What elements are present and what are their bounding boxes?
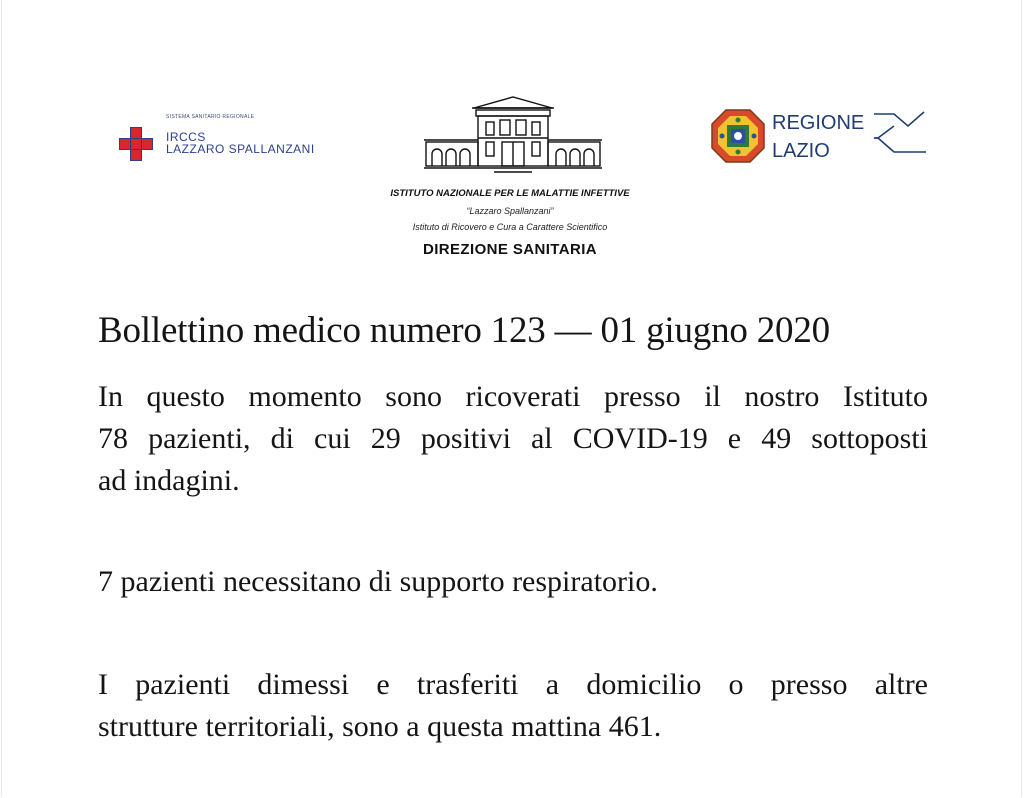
logo-caption: SISTEMA SANITARIO REGIONALE (166, 114, 255, 120)
paragraph-line: ad indagini. (98, 464, 240, 497)
institute-building-emblem (424, 94, 602, 176)
paragraph-respiratory-support (98, 561, 928, 603)
paragraph-admissions (98, 376, 928, 502)
paragraph-line: 78 pazienti, di cui 29 positivi al COVID-19 e 49 sottoposti (98, 422, 928, 455)
logo-line-name: LAZZARO SPALLANZANI (166, 142, 315, 156)
institute-name: ISTITUTO NAZIONALE PER LE MALATTIE INFETTIVE (390, 188, 630, 199)
paragraph-line: strutture territoriali, sono a questa mattina 461. (98, 710, 662, 743)
paragraph-discharged (98, 664, 928, 748)
bulletin-title: Bollettino medico numero 123 — 01 giugno 2020 (98, 310, 830, 351)
paragraph-line: 7 pazienti necessitano di supporto respiratorio. (98, 565, 658, 598)
regional-coat-of-arms-icon (710, 108, 766, 164)
building-icon (424, 94, 602, 176)
paragraph-line: In questo momento sono ricoverati presso il nostro Istituto (98, 380, 928, 413)
institute-description: Istituto di Ricovero e Cura a Carattere Scientifico (412, 222, 608, 232)
department-heading: DIREZIONE SANITARIA (423, 241, 597, 258)
regione-lazio-logo (710, 106, 925, 168)
logo-region-line2: LAZIO (772, 140, 830, 162)
chevron-decoration-icon (874, 108, 926, 166)
institute-subtitle: “Lazzaro Spallanzani” (466, 206, 554, 216)
spallanzani-logo (114, 114, 354, 164)
medical-cross-icon (117, 125, 155, 163)
paragraph-line: I pazienti dimessi e trasferiti a domicilio o presso altre (98, 668, 928, 701)
logo-line-irccs: IRCCS (166, 130, 206, 144)
logo-region-line1: REGIONE (772, 112, 865, 134)
